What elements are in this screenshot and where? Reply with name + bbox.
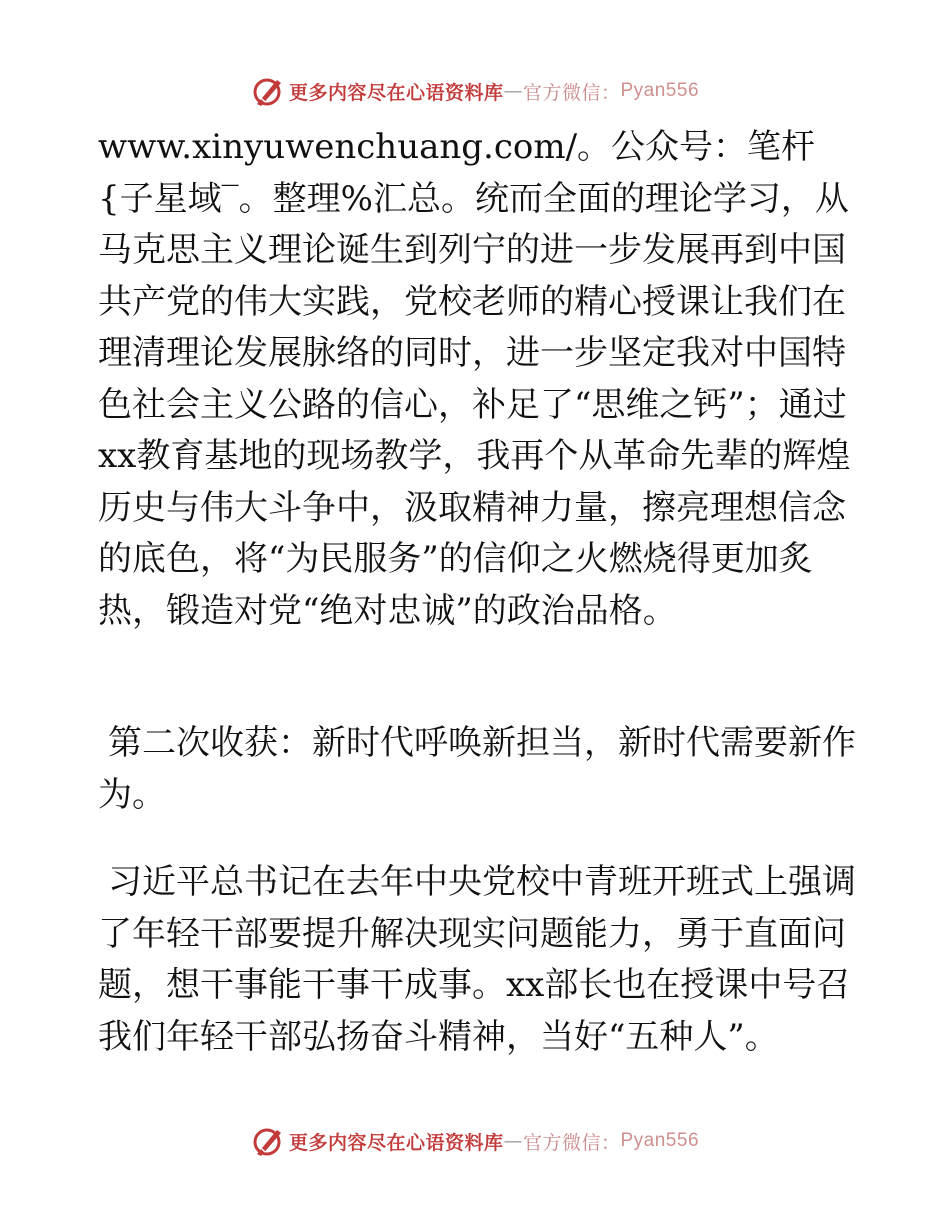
quill-pen-logo-icon bbox=[251, 1124, 285, 1158]
header-separator: — bbox=[503, 80, 523, 102]
footer-separator: — bbox=[503, 1130, 523, 1152]
footer-wechat-id: Pyan556 bbox=[620, 1130, 700, 1151]
header-banner bbox=[0, 71, 950, 111]
paragraph-2-heading: 第二次收获：新时代呼唤新担当，新时代需要新作为。 bbox=[98, 723, 856, 815]
quill-pen-logo-icon bbox=[251, 74, 285, 108]
header-wechat-label: 官方微信： bbox=[522, 81, 621, 104]
header-main-text: 更多内容尽在心语资料库 bbox=[288, 81, 504, 104]
footer-banner bbox=[0, 1121, 950, 1161]
header-wechat-id: Pyan556 bbox=[620, 80, 700, 101]
paragraph-1: www.xinyuwenchuang.com/。公众号：笔杆{子星域‾。整理%汇总。统而全面的理论学习，从马克思主义理论诞生到列宁的进一步发展再到中国共产党的伟大实践，党校老师的精心授课让我们在理清理论发展脉络的同时，进一步坚定我对中国特色社会主义公路的信心，补足了“思维之钙”；通过xx教育基地的现场教学，我再个从革命先辈的辉煌历史与伟大斗争中，汲取精神力量，擦亮理想信念的底色，将“为民服务”的信仰之火燃烧得更加炙热，锻造对党“绝对忠诚”的政治品格。 bbox=[98, 127, 851, 631]
paragraph-3: 习近平总书记在去年中央党校中青班开班式上强调了年轻干部要提升解决现实问题能力，勇于直面问题，想干事能干事干成事。xx部长也在授课中号召我们年轻干部弘扬奋斗精神，当好“五种人”。 bbox=[98, 862, 856, 1057]
footer-wechat-label: 官方微信： bbox=[522, 1131, 621, 1154]
footer-main-text: 更多内容尽在心语资料库 bbox=[288, 1131, 504, 1154]
